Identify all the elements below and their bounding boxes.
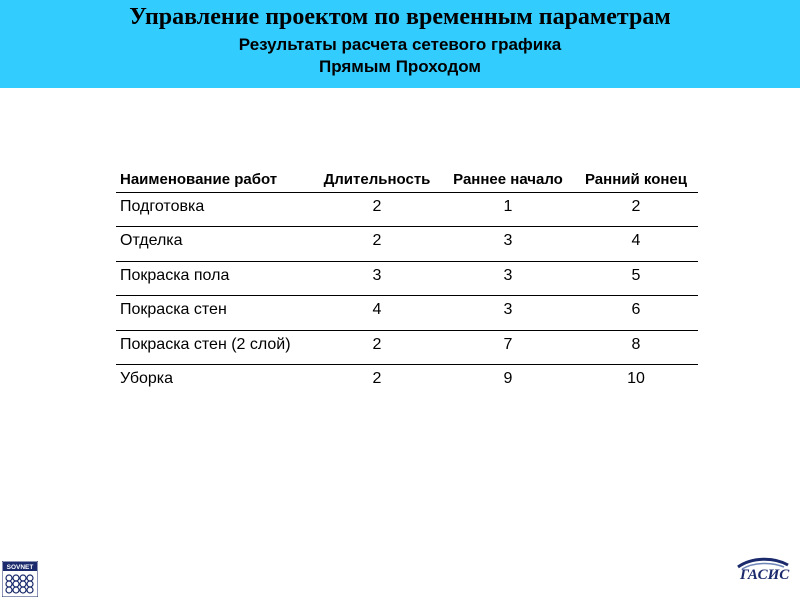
task-duration: 2 <box>312 330 442 365</box>
task-duration: 4 <box>312 296 442 331</box>
results-table <box>116 146 698 399</box>
task-name: Отделка <box>116 227 312 262</box>
title-banner <box>0 0 800 88</box>
gasis-logo <box>734 555 792 595</box>
task-early-finish: 2 <box>574 192 698 227</box>
table-header-row <box>116 146 698 192</box>
column-header-early-start: Раннее начало <box>442 146 574 192</box>
task-early-start: 3 <box>442 296 574 331</box>
table-row <box>116 192 698 227</box>
task-name: Уборка <box>120 370 174 387</box>
table-row <box>116 227 698 262</box>
task-early-start: 1 <box>442 192 574 227</box>
table-row <box>116 330 698 365</box>
page-subtitle-line2: Прямым Проходом <box>319 57 481 76</box>
task-name: Покраска стен (2 слой) <box>116 330 312 365</box>
task-early-finish: 4 <box>574 227 698 262</box>
task-early-finish: 10 <box>627 370 645 387</box>
task-duration: 2 <box>312 192 442 227</box>
task-early-finish: 5 <box>574 261 698 296</box>
column-header-duration: Длительность <box>312 146 442 192</box>
table-row <box>116 261 698 296</box>
task-name: Покраска стен <box>116 296 312 331</box>
task-name: Покраска пола <box>116 261 312 296</box>
table-row <box>116 365 698 400</box>
task-early-start: 3 <box>442 227 574 262</box>
task-early-finish: 8 <box>574 330 698 365</box>
page-subtitle-line1: Результаты расчета сетевого графика <box>238 35 562 54</box>
task-duration: 2 <box>312 227 442 262</box>
page-title: Управление проектом по временным параметрам <box>129 4 671 30</box>
table-row <box>116 296 698 331</box>
task-early-start: 7 <box>442 330 574 365</box>
sovnet-logo <box>2 561 38 597</box>
column-header-early-finish: Ранний конец <box>574 146 698 192</box>
task-early-start: 9 <box>503 370 513 387</box>
task-duration: 3 <box>312 261 442 296</box>
task-early-start: 3 <box>442 261 574 296</box>
task-name: Подготовка <box>116 192 312 227</box>
gasis-logo-text: ГАСИС <box>740 567 790 583</box>
sovnet-logo-text: SOVNET <box>6 564 34 571</box>
column-header-name: Наименование работ <box>116 146 312 192</box>
task-duration: 2 <box>372 370 382 387</box>
task-early-finish: 6 <box>574 296 698 331</box>
